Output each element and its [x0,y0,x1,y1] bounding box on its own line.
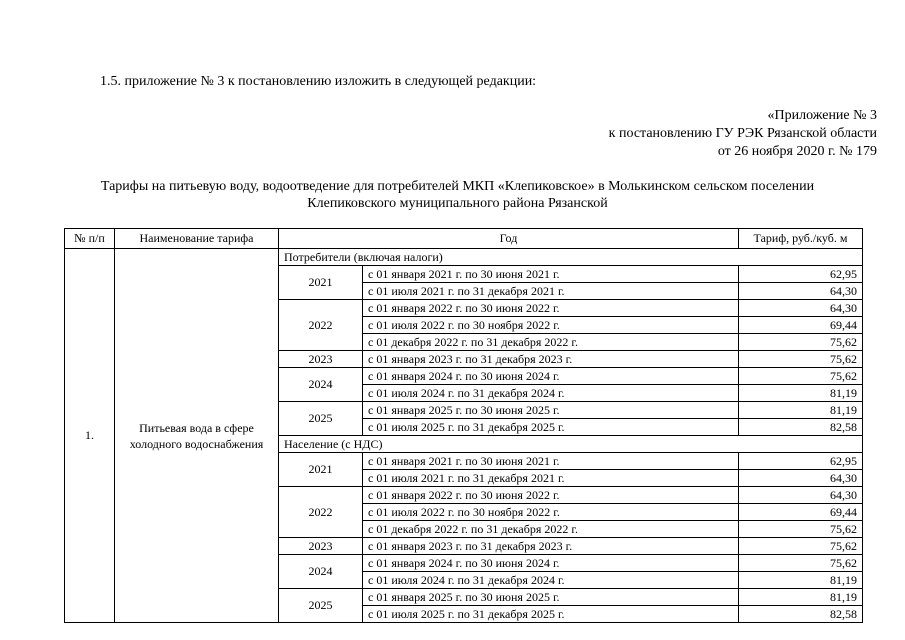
header-tariff-value: Тариф, руб./куб. м [739,229,863,249]
period-cell: с 01 января 2024 г. по 30 июня 2024 г. [363,555,739,572]
group-row [65,249,863,266]
period-cell: с 01 января 2025 г. по 30 июня 2025 г. [363,589,739,606]
tariff-value-cell: 82,58 [739,419,863,436]
appendix-line-1: «Приложение № 3 [767,108,877,123]
period-cell: с 01 декабря 2022 г. по 31 декабря 2022 г. [363,521,739,538]
period-cell: с 01 июля 2022 г. по 30 ноября 2022 г. [363,504,739,521]
header-number: № п/п [65,229,115,249]
table-header-row [65,229,863,249]
tariff-table [64,228,863,623]
period-cell: с 01 декабря 2022 г. по 31 декабря 2022 г. [363,334,739,351]
tariff-name: Питьевая вода в сфере холодного водоснабжения [115,249,279,623]
tariff-value-cell: 64,30 [739,487,863,504]
period-cell: с 01 января 2023 г. по 31 декабря 2023 г. [363,351,739,368]
tariff-value-cell: 81,19 [739,385,863,402]
tariff-value-cell: 64,30 [739,300,863,317]
period-cell: с 01 июля 2021 г. по 31 декабря 2021 г. [363,283,739,300]
period-cell: с 01 июля 2025 г. по 31 декабря 2025 г. [363,606,739,623]
period-cell: с 01 января 2024 г. по 30 июня 2024 г. [363,368,739,385]
year-cell: 2025 [279,589,363,623]
year-cell: 2024 [279,555,363,589]
year-cell: 2023 [279,351,363,368]
tariff-value-cell: 82,58 [739,606,863,623]
tariff-value-cell: 75,62 [739,538,863,555]
year-cell: 2025 [279,402,363,436]
period-cell: с 01 января 2025 г. по 30 июня 2025 г. [363,402,739,419]
header-tariff-name: Наименование тарифа [115,229,279,249]
period-cell: с 01 января 2022 г. по 30 июня 2022 г. [363,300,739,317]
appendix-reference [609,107,877,161]
appendix-line-2: к постановлению ГУ РЭК Рязанской области [608,126,877,141]
tariff-value-cell: 81,19 [739,589,863,606]
tariff-value-cell: 69,44 [739,504,863,521]
document-title [40,178,875,212]
tariff-value-cell: 62,95 [739,453,863,470]
tariff-value-cell: 64,30 [739,470,863,487]
title-line-2: Клепиковского муниципального района Рязанской [307,196,608,211]
tariff-value-cell: 69,44 [739,317,863,334]
period-cell: с 01 января 2022 г. по 30 июня 2022 г. [363,487,739,504]
year-cell: 2021 [279,453,363,487]
row-number: 1. [65,249,115,623]
tariff-value-cell: 75,62 [739,521,863,538]
tariff-value-cell: 75,62 [739,555,863,572]
year-cell: 2023 [279,538,363,555]
period-cell: с 01 июля 2024 г. по 31 декабря 2024 г. [363,572,739,589]
period-cell: с 01 июля 2025 г. по 31 декабря 2025 г. [363,419,739,436]
tariff-table-body [65,249,863,623]
period-cell: с 01 июля 2022 г. по 30 ноября 2022 г. [363,317,739,334]
period-cell: с 01 января 2021 г. по 30 июня 2021 г. [363,453,739,470]
year-cell: 2021 [279,266,363,300]
year-cell: 2022 [279,487,363,538]
tariff-value-cell: 75,62 [739,351,863,368]
period-cell: с 01 января 2021 г. по 30 июня 2021 г. [363,266,739,283]
year-cell: 2024 [279,368,363,402]
tariff-value-cell: 64,30 [739,283,863,300]
appendix-line-3: от 26 ноября 2020 г. № 179 [717,144,877,159]
group-label: Население (с НДС) [279,436,863,453]
tariff-value-cell: 81,19 [739,572,863,589]
period-cell: с 01 января 2023 г. по 31 декабря 2023 г. [363,538,739,555]
year-cell: 2022 [279,300,363,351]
period-cell: с 01 июля 2024 г. по 31 декабря 2024 г. [363,385,739,402]
tariff-value-cell: 75,62 [739,334,863,351]
period-cell: с 01 июля 2021 г. по 31 декабря 2021 г. [363,470,739,487]
header-year: Год [279,229,739,249]
intro-paragraph: 1.5. приложение № 3 к постановлению изложить в следующей редакции: [100,74,537,89]
tariff-value-cell: 62,95 [739,266,863,283]
tariff-value-cell: 81,19 [739,402,863,419]
title-line-1: Тарифы на питьевую воду, водоотведение для потребителей МКП «Клепиковское» в Молькинском сельском поселении [100,179,815,194]
group-label: Потребители (включая налоги) [279,249,863,266]
tariff-value-cell: 75,62 [739,368,863,385]
